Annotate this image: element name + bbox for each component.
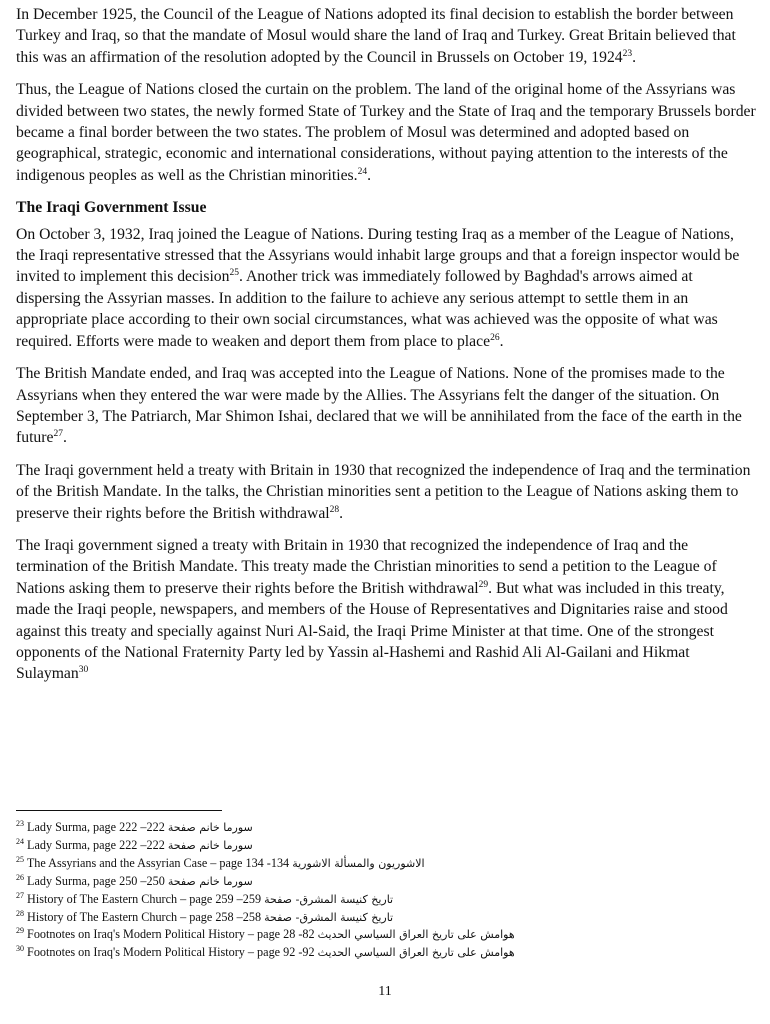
footnote-arabic: هوامش على تاريخ العراق السياسي الحديث (317, 946, 515, 960)
paragraph (16, 363, 756, 449)
footnote-number: 23 (16, 818, 24, 828)
footnote-number: 24 (16, 836, 24, 846)
footnote-ref[interactable]: 25 (229, 268, 239, 279)
footnote (16, 837, 756, 855)
paragraph-text: In December 1925, the Council of the League of Nations adopted its final decision to establish the border between Turkey and Iraq, so that the mandate of Mosul would share the land of Iraq and Turkey. Great Britain believed that this was an affirmation of the resolution adopted by the Council in Brussels on October 19, 1924 (16, 6, 736, 66)
footnote-text: Lady Surma, page 222 –222 (27, 837, 165, 852)
paragraph-text: On October 3, 1932, Iraq joined the League of Nations. During testing Iraq as a member of the League of Nations, the Iraqi representative stressed that the Assyrians would inhabit large groups and that a foreign inspector would be invited to implement this decision (16, 225, 740, 286)
footnotes (16, 819, 756, 962)
footnote-ref[interactable]: 23 (622, 48, 633, 59)
footnote-arabic: تاريخ كنيسة المشرق- صفحة (264, 892, 394, 906)
paragraph-tail: . (339, 504, 344, 522)
footnote-text: Lady Surma, page 222 –222 (27, 820, 165, 834)
footnote-arabic: هوامش على تاريخ العراق السياسي الحديث (317, 928, 515, 942)
paragraph (16, 460, 756, 524)
footnote-ref[interactable]: 30 (78, 665, 89, 676)
paragraph-text: Thus, the League of Nations closed the curtain on the problem. The land of the original home of the Assyrians was divided between two states, the newly formed State of Turkey and the State of Iraq and the temporary Brussels border became a final border between the two states. The problem of Mosul was determined and adopted based on geographical, strategic, economic and international considerations, without paying attention to the interests of the indigenous peoples as well as the Christian minorities. (16, 81, 756, 184)
footnote-text: Footnotes on Iraq's Modern Political History – page 92 -92 (27, 945, 315, 960)
footnote-arabic: سورما خانم صفحة (167, 874, 253, 888)
footnote-number: 28 (16, 908, 24, 918)
footnote-arabic: الاشوريون والمسألة الاشورية (292, 856, 425, 870)
footnote-ref[interactable]: 26 (490, 332, 500, 343)
footnote (16, 891, 756, 909)
footnote-arabic: تاريخ كنيسة المشرق- صفحة (264, 910, 394, 924)
footnote-ref[interactable]: 24 (357, 166, 368, 177)
paragraph-tail: . (632, 48, 637, 66)
footnote-text: History of The Eastern Church – page 259 –259 (27, 891, 262, 906)
footnote (16, 944, 756, 962)
footnote (16, 873, 756, 891)
footnote-text: History of The Eastern Church – page 258 –258 (27, 909, 262, 924)
footnote (16, 819, 756, 837)
paragraph-tail: . (62, 429, 67, 447)
paragraph (16, 535, 756, 685)
paragraph-tail: . (499, 332, 504, 350)
footnote-separator (16, 810, 222, 811)
footnote-ref[interactable]: 29 (478, 579, 489, 590)
footnote (16, 855, 756, 873)
footnote-text: Lady Surma, page 250 –250 (27, 873, 165, 888)
footnote-text: The Assyrians and the Assyrian Case – page 134 -134 (26, 855, 290, 870)
footnote (16, 926, 756, 944)
paragraph-text: . Another trick was immediately followed by Baghdad's arrows aimed at dispersing the Assyrian masses. In addition to the failure to achieve any serious attempt to settle them in an appropriate place according to their own social circumstances, what was achieved was the opposite of what was required. Efforts were made to weaken and deport them from place to place (16, 268, 718, 350)
footnote-ref[interactable]: 27 (53, 429, 63, 440)
body-text (16, 4, 756, 696)
page-number: 11 (378, 984, 392, 999)
section-heading: The Iraqi Government Issue (16, 199, 207, 217)
footnote-number: 30 (16, 944, 24, 954)
paragraph-text: The Iraqi government signed a treaty with Britain in 1930 that recognized the independence of Iraq and the termination of the British Mandate. This treaty made the Christian minorities to send a petition to the League of Nations asking them to preserve their rights before the British withdrawal (16, 536, 717, 597)
footnote-number: 29 (16, 926, 24, 936)
footnote-ref[interactable]: 28 (329, 504, 340, 515)
footnote-number: 25 (16, 854, 24, 864)
footnote-text: Footnotes on Iraq's Modern Political History – page 28 -82 (27, 927, 315, 942)
paragraph (16, 4, 756, 68)
paragraph (16, 79, 756, 186)
paragraph-text: The Iraqi government held a treaty with Britain in 1930 that recognized the independence of Iraq and the termination of the British Mandate. In the talks, the Christian minorities sent a petition to the League of Nations asking them to preserve their rights before the British withdrawal (16, 461, 751, 522)
footnote-number: 27 (16, 890, 24, 900)
footnote-number: 26 (16, 872, 24, 882)
footnote (16, 909, 756, 927)
paragraph-text: The British Mandate ended, and Iraq was accepted into the League of Nations. None of the promises made to the Assyrians when they entered the war were made by the Allies. The Assyrians felt the danger of the situation. On September 3, The Patriarch, Mar Shimon Ishai, declared that we will be annihilated from the face of the earth in the future (16, 365, 742, 447)
paragraph-text: . But what was included in this treaty, made the Iraqi people, newspapers, and members of the House of Representatives and Dignitaries raise and stood against this treaty and specially against Nuri Al-Said, the Iraqi Prime Minister at that time. One of the strongest opponents of the National Fraternity Party led by Yassin al-Hashemi and Rashid Ali Al-Gailani and Hikmat Sulayman (16, 579, 728, 683)
paragraph-tail: . (367, 166, 372, 184)
paragraph (16, 224, 756, 352)
footnote-arabic: سورما خانم صفحة (167, 821, 253, 834)
footnote-arabic: سورما خانم صفحة (167, 838, 253, 852)
